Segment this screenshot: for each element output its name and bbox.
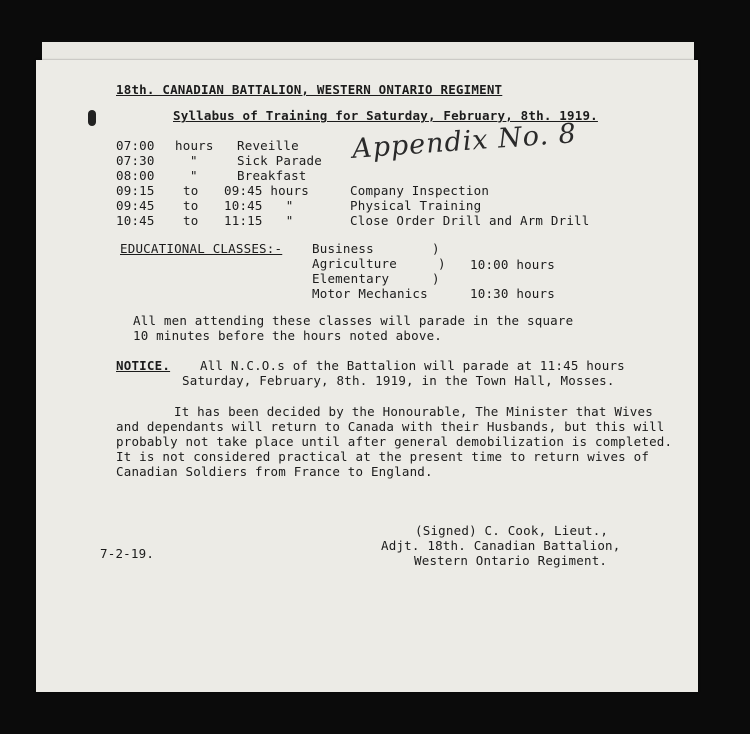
schedule-sep: " — [190, 153, 198, 168]
bracket: ) — [432, 241, 440, 256]
class-item: Motor Mechanics — [312, 286, 428, 301]
schedule-sep: to — [183, 198, 199, 213]
schedule-detail: Close Order Drill and Arm Drill — [350, 213, 590, 228]
signature-line: (Signed) C. Cook, Lieut., — [415, 523, 609, 538]
document-header: 18th. CANADIAN BATTALION, WESTERN ONTARIO REGIMENT — [116, 82, 503, 97]
schedule-time: 07:30 — [116, 153, 155, 168]
document-subheader: Syllabus of Training for Saturday, February, 8th. 1919. — [173, 108, 598, 123]
schedule-time: 08:00 — [116, 168, 155, 183]
schedule-end: 09:45 hours — [224, 183, 309, 198]
class-time: 10:00 hours — [470, 257, 555, 272]
document-date: 7-2-19. — [100, 546, 155, 561]
schedule-end: 10:45 " — [224, 198, 294, 213]
paragraph-line: Canadian Soldiers from France to England. — [116, 464, 433, 479]
bracket: ) — [438, 256, 446, 271]
schedule-activity: Sick Parade — [237, 153, 322, 168]
schedule-detail: Company Inspection — [350, 183, 490, 198]
schedule-time: 09:45 — [116, 198, 155, 213]
signature-line: Adjt. 18th. Canadian Battalion, — [381, 538, 621, 553]
attendance-note-line: All men attending these classes will parade in the square — [133, 313, 574, 328]
paragraph-line: It is not considered practical at the present time to return wives of — [116, 449, 650, 464]
schedule-sep: hours — [175, 138, 214, 153]
class-item: Business — [312, 241, 374, 256]
class-item: Agriculture — [312, 256, 397, 271]
educational-label: EDUCATIONAL CLASSES:- — [120, 241, 283, 256]
punch-hole — [88, 110, 96, 126]
schedule-time: 10:45 — [116, 213, 155, 228]
class-time: 10:30 hours — [470, 286, 555, 301]
schedule-sep: to — [183, 183, 199, 198]
handwritten-annotation: Appendix No. 8 — [351, 118, 578, 165]
schedule-end: 11:15 " — [224, 213, 294, 228]
class-item: Elementary — [312, 271, 390, 286]
schedule-detail: Physical Training — [350, 198, 482, 213]
signature-line: Western Ontario Regiment. — [414, 553, 608, 568]
schedule-activity: Breakfast — [237, 168, 307, 183]
notice-line: All N.C.O.s of the Battalion will parade at 11:45 hours — [200, 358, 625, 373]
paragraph-line: and dependants will return to Canada with their Husbands, but this will — [116, 419, 665, 434]
attendance-note-line: 10 minutes before the hours noted above. — [133, 328, 443, 343]
schedule-sep: to — [183, 213, 199, 228]
schedule-time: 09:15 — [116, 183, 155, 198]
schedule-time: 07:00 — [116, 138, 155, 153]
paragraph-line: It has been decided by the Honourable, The Minister that Wives — [174, 404, 653, 419]
notice-label: NOTICE. — [116, 358, 171, 373]
schedule-activity: Reveille — [237, 138, 299, 153]
notice-line: Saturday, February, 8th. 1919, in the Town Hall, Mosses. — [182, 373, 615, 388]
schedule-sep: " — [190, 168, 198, 183]
bracket: ) — [432, 271, 440, 286]
paragraph-line: probably not take place until after general demobilization is completed. — [116, 434, 673, 449]
